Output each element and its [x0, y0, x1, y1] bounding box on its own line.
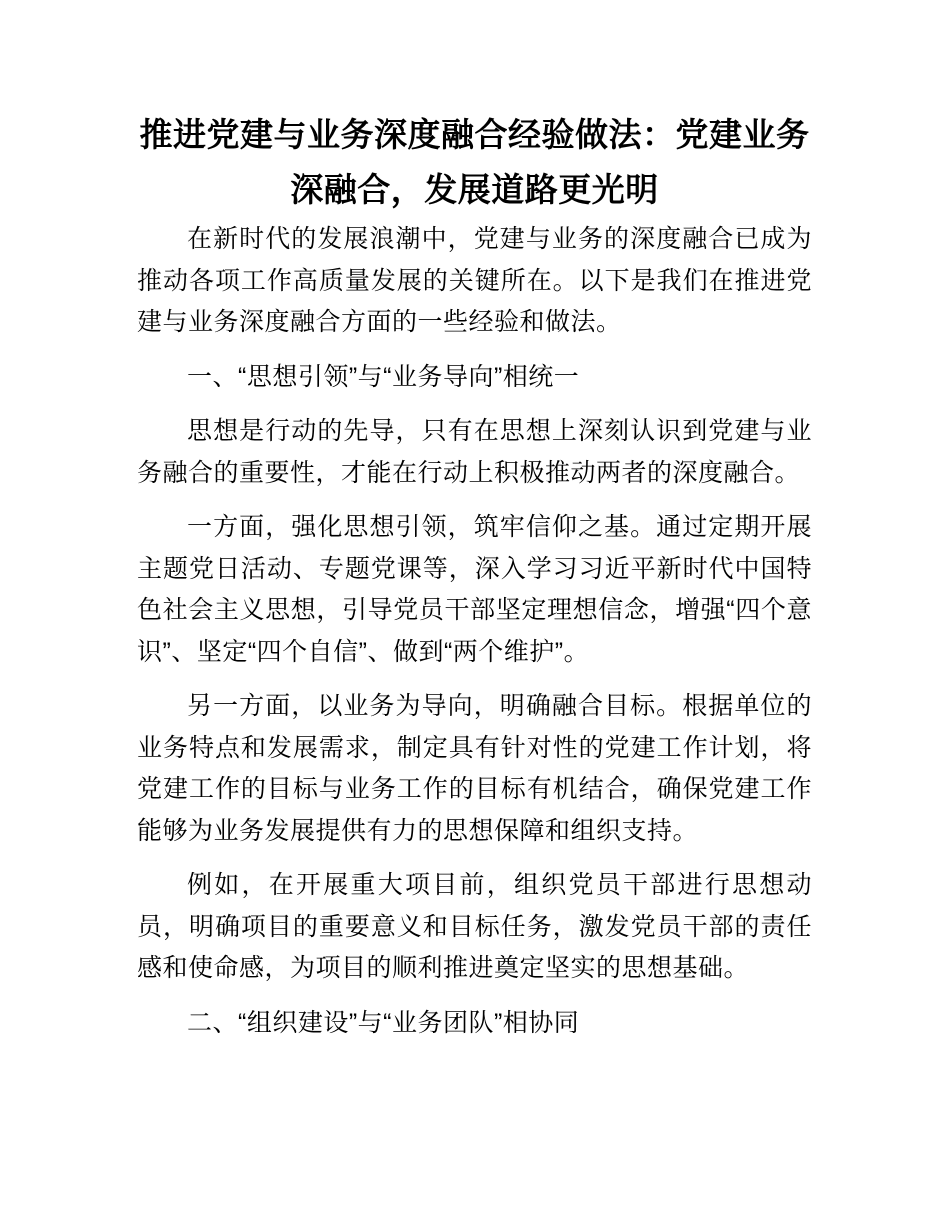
paragraph-thought-lead: 思想是行动的先导，只有在思想上深刻认识到党建与业务融合的重要性，才能在行动上积极推动两者的深度融合。 — [137, 417, 812, 487]
paragraph-example: 例如，在开展重大项目前，组织党员干部进行思想动员，明确项目的重要意义和目标任务，激发党员干部的责任感和使命感，为项目的顺利推进奠定坚实的思想基础。 — [137, 871, 812, 982]
section-heading-2: 二、“组织建设”与“业务团队”相协同 — [187, 1008, 580, 1037]
paragraph-intro: 在新时代的发展浪潮中，党建与业务的深度融合已成为推动各项工作高质量发展的关键所在。以下是我们在推进党建与业务深度融合方面的一些经验和做法。 — [137, 225, 812, 336]
paragraph-one-aspect: 一方面，强化思想引领，筑牢信仰之基。通过定期开展主题党日活动、专题党课等，深入学习习近平新时代中国特色社会主义思想，引导党员干部坚定理想信念，增强“四个意识”、坚定“四个自信”、做到“两个维护”。 — [137, 513, 812, 666]
document-title: 推进党建与业务深度融合经验做法：党建业务深融合，发展道路更光明 — [139, 116, 810, 208]
paragraph-other-aspect: 另一方面，以业务为导向，明确融合目标。根据单位的业务特点和发展需求，制定具有针对性的党建工作计划，将党建工作的目标与业务工作的目标有机结合，确保党建工作能够为业务发展提供有力的思想保障和组织支持。 — [137, 692, 812, 845]
section-heading-1: 一、“思想引领”与“业务导向”相统一 — [187, 362, 580, 391]
